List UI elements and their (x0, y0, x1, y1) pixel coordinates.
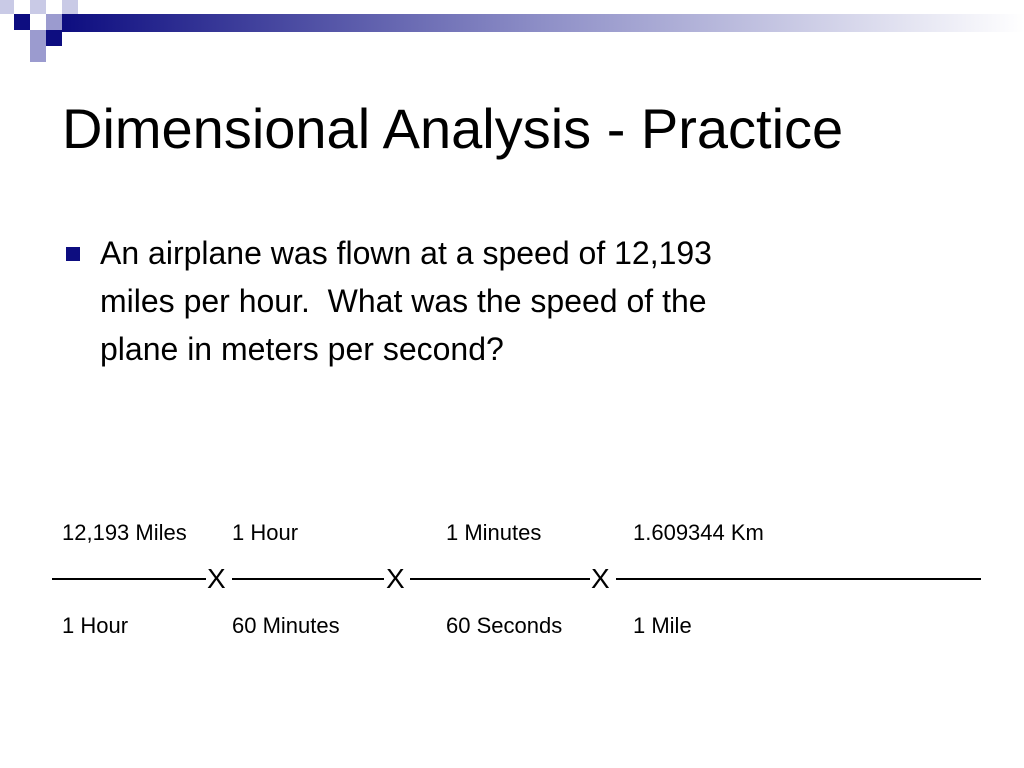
denominator-3: 60 Seconds (446, 613, 563, 638)
numerator-2: 1 Hour (232, 520, 299, 545)
denominator-2: 60 Minutes (232, 613, 340, 638)
decor-square (0, 0, 14, 14)
decor-square (14, 14, 30, 30)
fraction-bar-2 (232, 578, 384, 580)
numerator-3: 1 Minutes (446, 520, 542, 545)
numerator-1: 12,193 Miles (62, 520, 187, 545)
slide-title: Dimensional Analysis - Practice (62, 97, 844, 160)
decor-square (62, 0, 78, 14)
multiply-sign-1: X (207, 563, 226, 594)
fraction-bar-4 (616, 578, 981, 580)
denominator-1: 1 Hour (62, 613, 129, 638)
denominator-4: 1 Mile (633, 613, 692, 638)
title-decoration-band (0, 0, 1024, 62)
decoration-graphic (0, 0, 1024, 62)
bullet-square-icon (66, 247, 80, 261)
gradient-bar (62, 14, 1024, 32)
bullet-text: An airplane was flown at a speed of 12,193 miles per hour. What was the speed of the plane in meters per second? (100, 235, 712, 367)
numerator-4: 1.609344 Km (633, 520, 764, 545)
decor-square (30, 46, 46, 62)
fraction-bar-3 (410, 578, 590, 580)
multiply-sign-3: X (591, 563, 610, 594)
decor-square (30, 0, 46, 14)
multiply-sign-2: X (386, 563, 405, 594)
decor-square (30, 30, 46, 46)
decor-square (46, 14, 62, 30)
fraction-bar-1 (52, 578, 206, 580)
decor-square (46, 30, 62, 46)
